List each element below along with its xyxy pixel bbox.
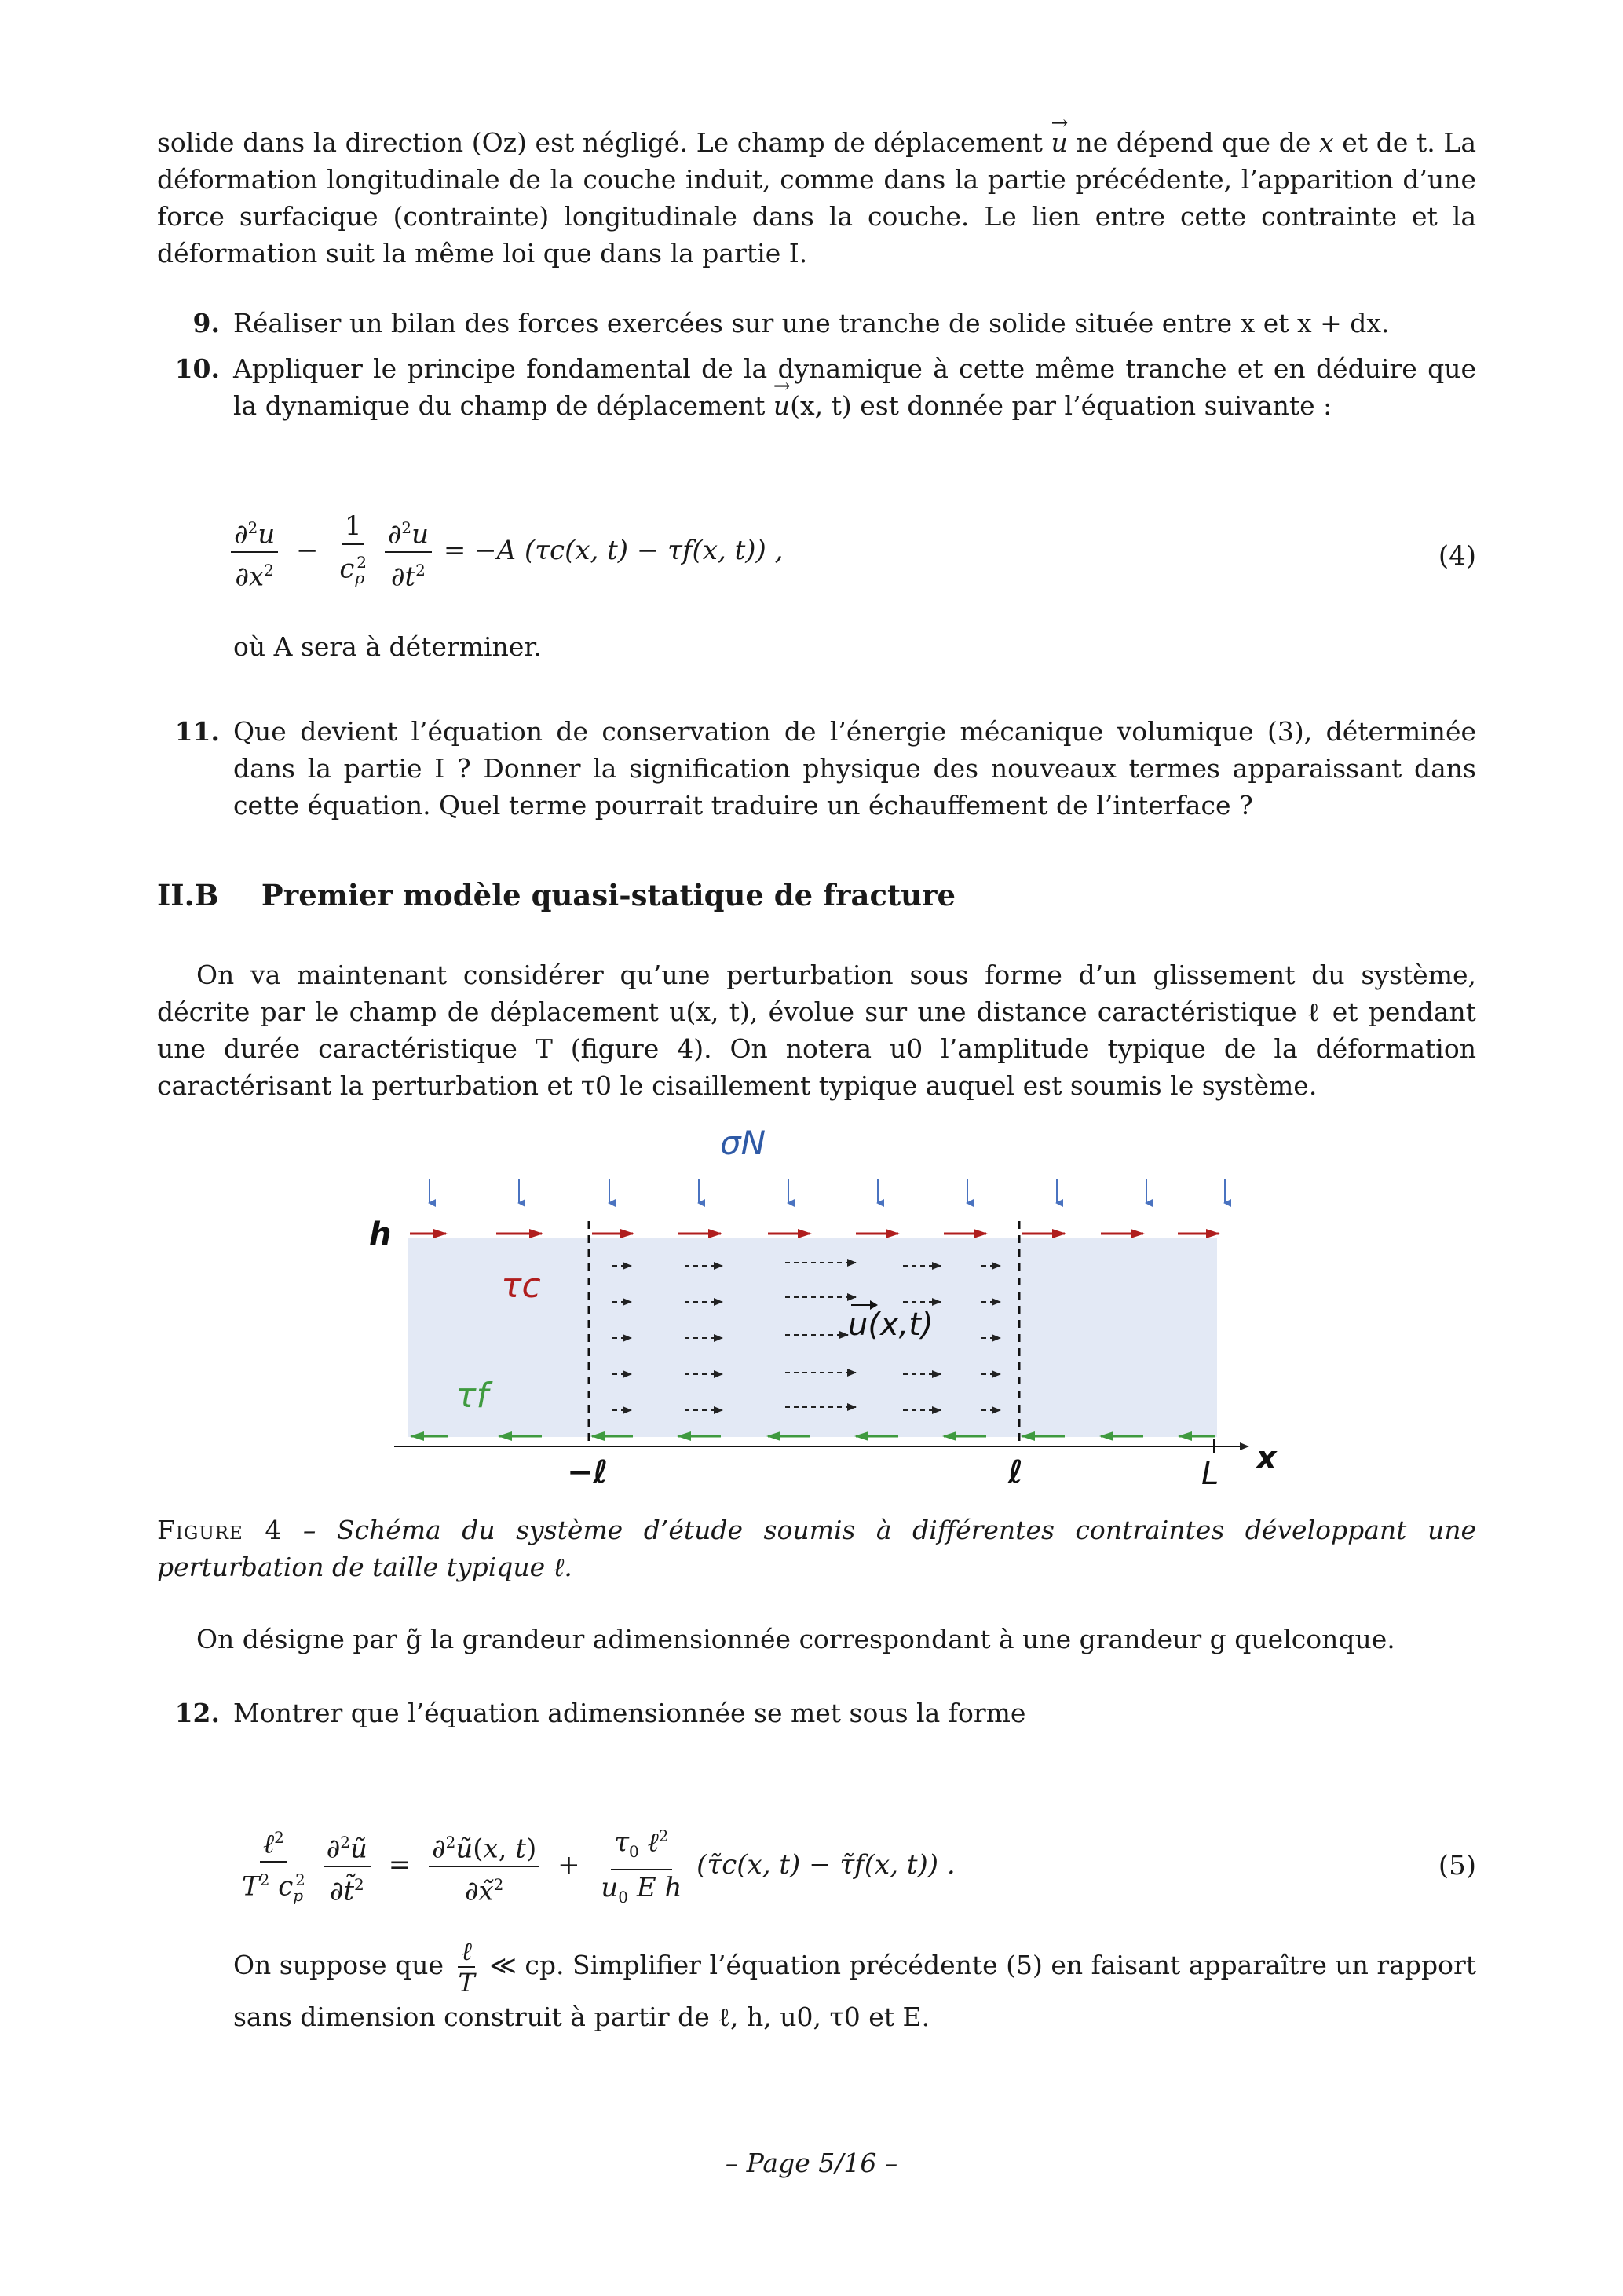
question-12-after [157,1938,1476,2038]
question-9-text: Réaliser un bilan des forces exercées sur une tranche de solide située entre x et x + dx. [233,308,1390,338]
equation-4-rhs: = −A (τc(x, t) − τf(x, t)) , [443,535,784,567]
question-11-text: Que devient l’équation de conservation de l’énergie mécanique volumique (3), déterminée dans la partie I ? Donner la signification physique des nouveaux termes apparaissant dans cette équation. Quel terme pourrait traduire un échauffement de l’interface ? [233,716,1476,821]
question-12-number: 12. [174,1698,220,1728]
u-vector-symbol: → u [1051,124,1068,161]
equation-4: $\frac{\partial^2u}{\partial x^2}$ − $\frac{1}{c_p^2}$ $\frac{\partial^2u}{\partial t^2}$ = −A (τc(x, t) − τf(x, t)) , [228,510,783,594]
question-11 [157,713,1476,824]
intro-line1c: et de [1342,127,1409,158]
question-9-number: 9. [192,308,220,338]
section-heading [157,878,956,912]
intro-line2: t. La déformation longitudinale de la couche induit, comme dans la partie précédente, l’apparition d’une force surfacique (contrainte) longitudinale dans la couche. Le lien entre cette contrainte et la déformation suit la même loi que dans la partie I. [157,127,1476,269]
question-11-number: 11. [174,716,220,747]
equation-5-number: (5) [1438,1850,1476,1881]
figure-4-diagram [345,1123,1288,1496]
question-10-after-text: où A sera à déterminer. [233,631,542,662]
question-10-after [157,628,1476,665]
after-figure-paragraph: On désigne par g̃ la grandeur adimensionnée correspondant à une grandeur g quelconque. [196,1624,1395,1654]
label-ell: ℓ [1008,1454,1023,1490]
intro-line1: solide dans la direction (Oz) est négligé. Le champ de déplacement [157,127,1043,158]
question-10-text-b: (x, t) est donnée par l’équation suivante : [790,390,1332,421]
question-12-after-a: On suppose que [233,1950,444,1980]
question-10 [157,350,1476,424]
question-10-text [233,350,1476,424]
label-tau-c: τc [501,1266,541,1306]
normal-stress-arrows [430,1179,1225,1203]
u-vector-arrow [848,1297,879,1313]
label-tau-f: τf [455,1376,488,1416]
question-9 [157,305,1476,342]
question-10-text-a: Appliquer le principe fondamental de la dynamique à cette même tranche et en déduire que la dynamique du champ de déplacement [233,353,1476,421]
question-12-after-b: ≪ cp. Simplifier l’équation précédente (5) en faisant apparaître un rapport sans dimension construit à partir de ℓ, h, u0, τ0 et E. [233,1950,1476,2032]
caption-label: Figure 4 [157,1515,283,1545]
label-u-xt: u(x,t) [848,1307,934,1343]
question-10-number: 10. [174,353,220,384]
label-L: L [1201,1456,1219,1492]
intro-paragraph: solide dans la direction (Oz) est négligé. Le champ de déplacement → u ne dépend que de x et de t. La déformation longitudinale de la couche induit, comme dans la partie précédente, l’apparition d’une force surfacique (contrainte) longitudinale dans la couche. Le lien entre cette contrainte et la déformation suit la même loi que dans la partie I. [157,124,1476,272]
intro-line1b: ne dépend que de [1076,127,1311,158]
section-number: II.B [157,878,219,912]
label-sigma-n: σN [720,1124,766,1162]
equation-5-rhs: (τ̃c(x, t) − τ̃f(x, t)) . [696,1848,956,1881]
label-x: x [1256,1440,1277,1476]
equation-5: $\frac{\ell^2}{T^2 c_p^2}$ $\frac{\partial^2ũ}{\partial t̃^2}$ = $\frac{\partial^2ũ(x, t)}{\partial x̃^2}$ + $\frac{\tau_0 \ell^2}{u_0 E h}$ (τ̃c(x, t) − τ̃f(x, t)) . [236,1820,956,1913]
figure-4-caption [157,1512,1476,1585]
question-12-after-text: On suppose que $\frac{\text{ℓ}}{T}$ ≪ cp. Simplifier l’équation précédente (5) en faisant apparaître un rapport sans dimension construit à partir de ℓ, h, u0, τ0 et E. [233,1936,1476,2032]
question-12 [157,1695,1476,1731]
label-h: h [369,1216,392,1252]
caption-text: – Schéma du système d’étude soumis à différentes contraintes développant une perturbation de taille typique ℓ. [157,1515,1476,1582]
section-paragraph: On va maintenant considérer qu’une perturbation sous forme d’un glissement du système, décrite par le champ de déplacement u(x, t), évolue sur une distance caractéristique ℓ et pendant une durée caractéristique T (figure 4). On notera u0 l’amplitude typique de la déformation caractérisant la perturbation et τ0 le cisaillement typique auquel est soumis le système. [157,960,1476,1101]
section-title: Premier modèle quasi-statique de fracture [261,878,956,912]
equation-4-number: (4) [1438,540,1476,572]
question-12-text: Montrer que l’équation adimensionnée se met sous la forme [233,1698,1026,1728]
u-vector-symbol: → u [773,387,790,424]
page-footer: – Page 5/16 – [725,2148,898,2178]
label-minus-ell: −ℓ [567,1454,609,1490]
